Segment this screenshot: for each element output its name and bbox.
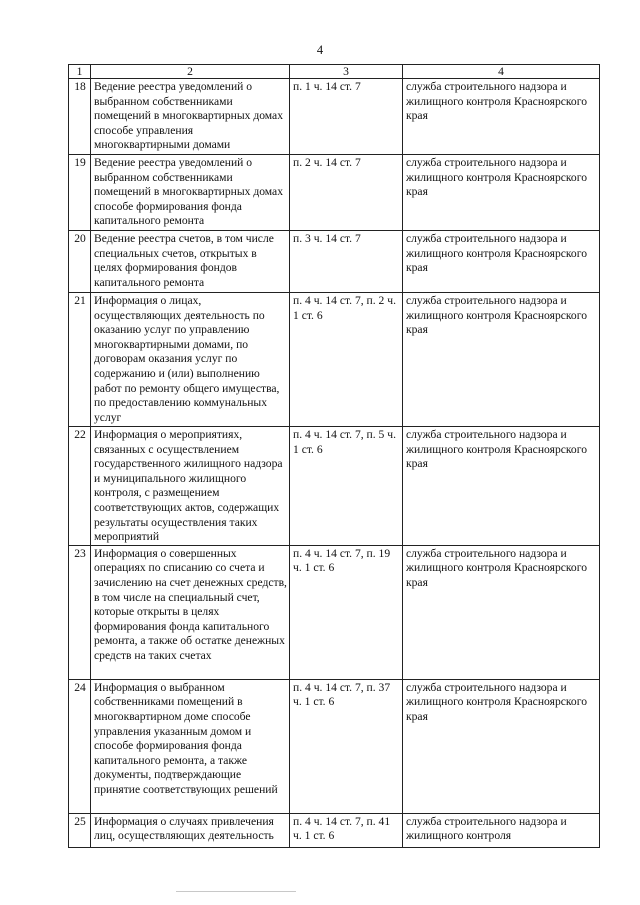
- row-number: 23: [69, 545, 91, 679]
- scan-artifact-line: [176, 891, 296, 892]
- legal-reference: п. 1 ч. 14 ст. 7: [290, 79, 403, 155]
- legal-reference: п. 4 ч. 14 ст. 7, п. 19 ч. 1 ст. 6: [290, 545, 403, 679]
- table-row: [69, 813, 600, 847]
- row-number: 22: [69, 427, 91, 546]
- responsible-body: служба строительного надзора и жилищного контроля Красноярского края: [403, 79, 600, 155]
- table-row: [69, 545, 600, 679]
- responsible-body: служба строительного надзора и жилищного контроля Красноярского края: [403, 679, 600, 813]
- legal-reference: п. 4 ч. 14 ст. 7, п. 5 ч. 1 ст. 6: [290, 427, 403, 546]
- legal-reference: п. 2 ч. 14 ст. 7: [290, 155, 403, 231]
- row-number: 18: [69, 79, 91, 155]
- table-row: [69, 155, 600, 231]
- row-number: 21: [69, 293, 91, 427]
- info-description: Информация о мероприятиях, связанных с осуществлением государственного жилищного надзора и муниципального жилищного контроля, с размещением соответствующих актов, содержащих результаты осуществления таких мероприятий: [91, 427, 290, 546]
- responsible-body: служба строительного надзора и жилищного контроля: [403, 813, 600, 847]
- row-number: 24: [69, 679, 91, 813]
- table-row: [69, 231, 600, 293]
- responsible-body: служба строительного надзора и жилищного контроля Красноярского края: [403, 545, 600, 679]
- info-description: Ведение реестра уведомлений о выбранном собственниками помещений в многоквартирных домах способе управления многоквартирными домами: [91, 79, 290, 155]
- table-row: [69, 293, 600, 427]
- info-description: Ведение реестра счетов, в том числе специальных счетов, открытых в целях формирования фондов капитального ремонта: [91, 231, 290, 293]
- info-description: Ведение реестра уведомлений о выбранном собственниками помещений в многоквартирных домах способе формирования фонда капитального ремонта: [91, 155, 290, 231]
- page-number: 4: [316, 43, 324, 57]
- row-number: 25: [69, 813, 91, 847]
- table-row: [69, 79, 600, 155]
- column-header: 2: [91, 65, 290, 79]
- legal-reference: п. 4 ч. 14 ст. 7, п. 2 ч. 1 ст. 6: [290, 293, 403, 427]
- info-description: Информация о случаях привлечения лиц, осуществляющих деятельность: [91, 813, 290, 847]
- table-row: [69, 679, 600, 813]
- table-header-row: [69, 65, 600, 79]
- legal-reference: п. 4 ч. 14 ст. 7, п. 41 ч. 1 ст. 6: [290, 813, 403, 847]
- information-table: [68, 64, 600, 848]
- column-header: 1: [69, 65, 91, 79]
- info-description: Информация о лицах, осуществляющих деятельность по оказанию услуг по управлению многоквартирными домами, по договорам оказания услуг по содержанию и (или) выполнению работ по ремонту общего имущества, по предоставлению коммунальных услуг: [91, 293, 290, 427]
- row-number: 20: [69, 231, 91, 293]
- column-header: 4: [403, 65, 600, 79]
- legal-reference: п. 4 ч. 14 ст. 7, п. 37 ч. 1 ст. 6: [290, 679, 403, 813]
- responsible-body: служба строительного надзора и жилищного контроля Красноярского края: [403, 427, 600, 546]
- legal-reference: п. 3 ч. 14 ст. 7: [290, 231, 403, 293]
- row-number: 19: [69, 155, 91, 231]
- responsible-body: служба строительного надзора и жилищного контроля Красноярского края: [403, 231, 600, 293]
- info-description: Информация о совершенных операциях по списанию со счета и зачислению на счет денежных средств, в том числе на специальный счет, которые открыты в целях формирования фонда капитального ремонта, а также об остатке денежных средств на таких счетах: [91, 545, 290, 679]
- responsible-body: служба строительного надзора и жилищного контроля Красноярского края: [403, 155, 600, 231]
- table-row: [69, 427, 600, 546]
- info-description: Информация о выбранном собственниками помещений в многоквартирном доме способе управления указанным домом и способе формирования фонда капитального ремонта, а также документы, подтверждающие принятие соответствующих решений: [91, 679, 290, 813]
- responsible-body: служба строительного надзора и жилищного контроля Красноярского края: [403, 293, 600, 427]
- column-header: 3: [290, 65, 403, 79]
